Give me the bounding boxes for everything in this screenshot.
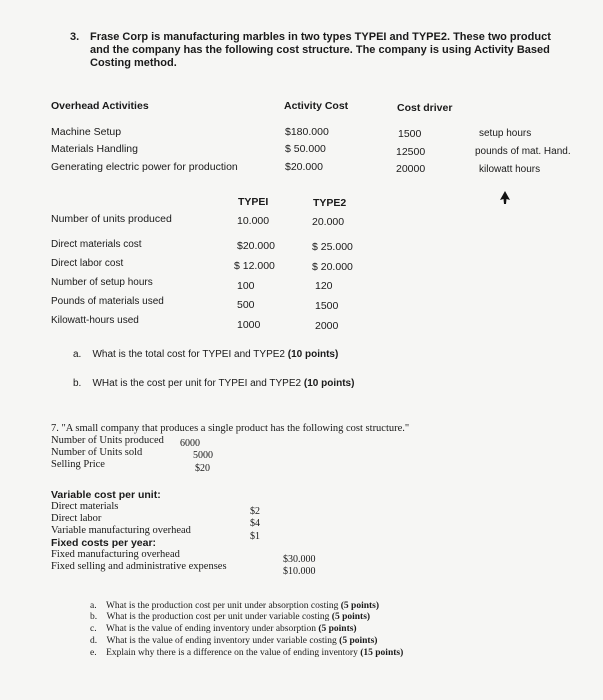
question-points: (10 points) xyxy=(303,378,355,389)
q7-intro: 7. "A small company that produces a single product has the following cost structure." xyxy=(51,423,410,434)
type1-value: 10.000 xyxy=(237,215,270,227)
fixed-label: Fixed selling and administrative expenses xyxy=(51,561,227,572)
header-type2: TYPE2 xyxy=(313,197,347,209)
product-row-label: Number of setup hours xyxy=(51,277,153,288)
header-activity-cost: Activity Cost xyxy=(284,100,349,112)
type2-value: 2000 xyxy=(315,320,339,332)
q3-number: 3. xyxy=(70,31,80,43)
variable-value: $1 xyxy=(250,531,260,542)
type2-value: 20.000 xyxy=(312,216,345,228)
activity-cost: $ 50.000 xyxy=(285,143,326,155)
q3-question-a xyxy=(73,349,338,360)
question-text: What is the production cost per unit under absorption costing xyxy=(105,601,339,611)
question-points: (10 points) xyxy=(287,349,339,360)
product-row-label: Kilowatt-hours used xyxy=(51,315,139,326)
variable-label: Direct materials xyxy=(51,501,119,512)
question-letter: e. xyxy=(90,648,97,658)
driver-qty: 20000 xyxy=(396,163,426,175)
basic-label: Number of Units produced xyxy=(51,435,164,446)
question-letter: b. xyxy=(90,612,98,622)
basic-value: $20 xyxy=(195,463,210,474)
type2-value: $ 25.000 xyxy=(312,241,353,253)
variable-label: Variable manufacturing overhead xyxy=(51,525,191,536)
question-letter: b. xyxy=(73,378,82,389)
type1-value: 100 xyxy=(237,280,255,292)
question-letter: a. xyxy=(90,601,97,611)
driver-unit: setup hours xyxy=(479,128,532,139)
activity-label: Generating electric power for production xyxy=(51,161,238,173)
q7-question-d xyxy=(90,636,377,646)
question-text: What is the value of ending inventory under variable costing xyxy=(106,636,337,646)
activity-cost: $180.000 xyxy=(285,126,329,138)
q7-question-e xyxy=(90,648,403,658)
variable-label: Direct labor xyxy=(51,513,102,524)
product-row-label: Direct materials cost xyxy=(51,239,142,250)
header-cost-driver: Cost driver xyxy=(397,102,453,114)
basic-value: 5000 xyxy=(193,450,213,461)
driver-unit: pounds of mat. Hand. xyxy=(475,146,571,157)
header-type1: TYPEI xyxy=(238,196,269,208)
question-text: What is the value of ending inventory under absorption xyxy=(105,624,316,634)
header-overhead-activities: Overhead Activities xyxy=(51,100,149,112)
question-letter: d. xyxy=(90,636,98,646)
activity-cost: $20.000 xyxy=(285,161,323,173)
driver-unit: kilowatt hours xyxy=(479,164,541,175)
variable-value: $2 xyxy=(250,506,260,517)
question-points: (15 points) xyxy=(360,648,404,658)
basic-label: Number of Units sold xyxy=(51,447,143,458)
type2-value: $ 20.000 xyxy=(312,261,353,273)
variable-value: $4 xyxy=(250,518,260,529)
fixed-value: $30.000 xyxy=(283,554,316,565)
q7-question-b xyxy=(90,612,370,622)
q3-line-1: Frase Corp is manufacturing marbles in two types TYPEI and TYPE2. These two product xyxy=(90,31,551,43)
basic-label: Selling Price xyxy=(51,459,105,470)
question-points: (5 points) xyxy=(339,636,378,646)
q3-question-b xyxy=(73,378,354,389)
question-points: (5 points) xyxy=(318,624,357,634)
type1-value: $20.000 xyxy=(237,240,275,252)
driver-qty: 12500 xyxy=(396,146,426,158)
question-letter: a. xyxy=(73,349,82,360)
product-row-label: Pounds of materials used xyxy=(51,296,164,307)
question-text: Explain why there is a difference on the value of ending inventory xyxy=(106,648,358,658)
question-text: What is the total cost for TYPEI and TYPE2 xyxy=(92,349,285,360)
activity-label: Materials Handling xyxy=(51,143,138,155)
question-text: What is the production cost per unit under variable costing xyxy=(106,612,330,622)
question-points: (5 points) xyxy=(331,612,371,622)
variable-heading: Variable cost per unit: xyxy=(51,489,161,501)
q3-line-2: and the company has the following cost structure. The company is using Activity Based xyxy=(90,44,550,56)
type2-value: 1500 xyxy=(315,300,339,312)
q3-line-3: Costing method. xyxy=(90,57,177,69)
type2-value: 120 xyxy=(315,280,333,292)
product-row-label: Direct labor cost xyxy=(51,258,124,269)
driver-qty: 1500 xyxy=(398,128,422,140)
type1-value: $ 12.000 xyxy=(234,260,275,272)
type1-value: 500 xyxy=(237,299,255,311)
q7-question-a xyxy=(90,601,379,611)
product-row-label: Number of units produced xyxy=(51,213,172,225)
fixed-value: $10.000 xyxy=(283,566,316,577)
fixed-heading: Fixed costs per year: xyxy=(51,537,157,549)
question-text: WHat is the cost per unit for TYPEI and TYPE2 xyxy=(92,378,302,389)
question-letter: c. xyxy=(90,624,97,634)
mouse-pointer-icon xyxy=(500,191,512,205)
type1-value: 1000 xyxy=(237,319,261,331)
q7-question-c xyxy=(90,624,357,634)
question-points: (5 points) xyxy=(340,601,380,611)
activity-label: Machine Setup xyxy=(51,126,122,138)
basic-value: 6000 xyxy=(180,438,200,449)
fixed-label: Fixed manufacturing overhead xyxy=(51,549,180,560)
